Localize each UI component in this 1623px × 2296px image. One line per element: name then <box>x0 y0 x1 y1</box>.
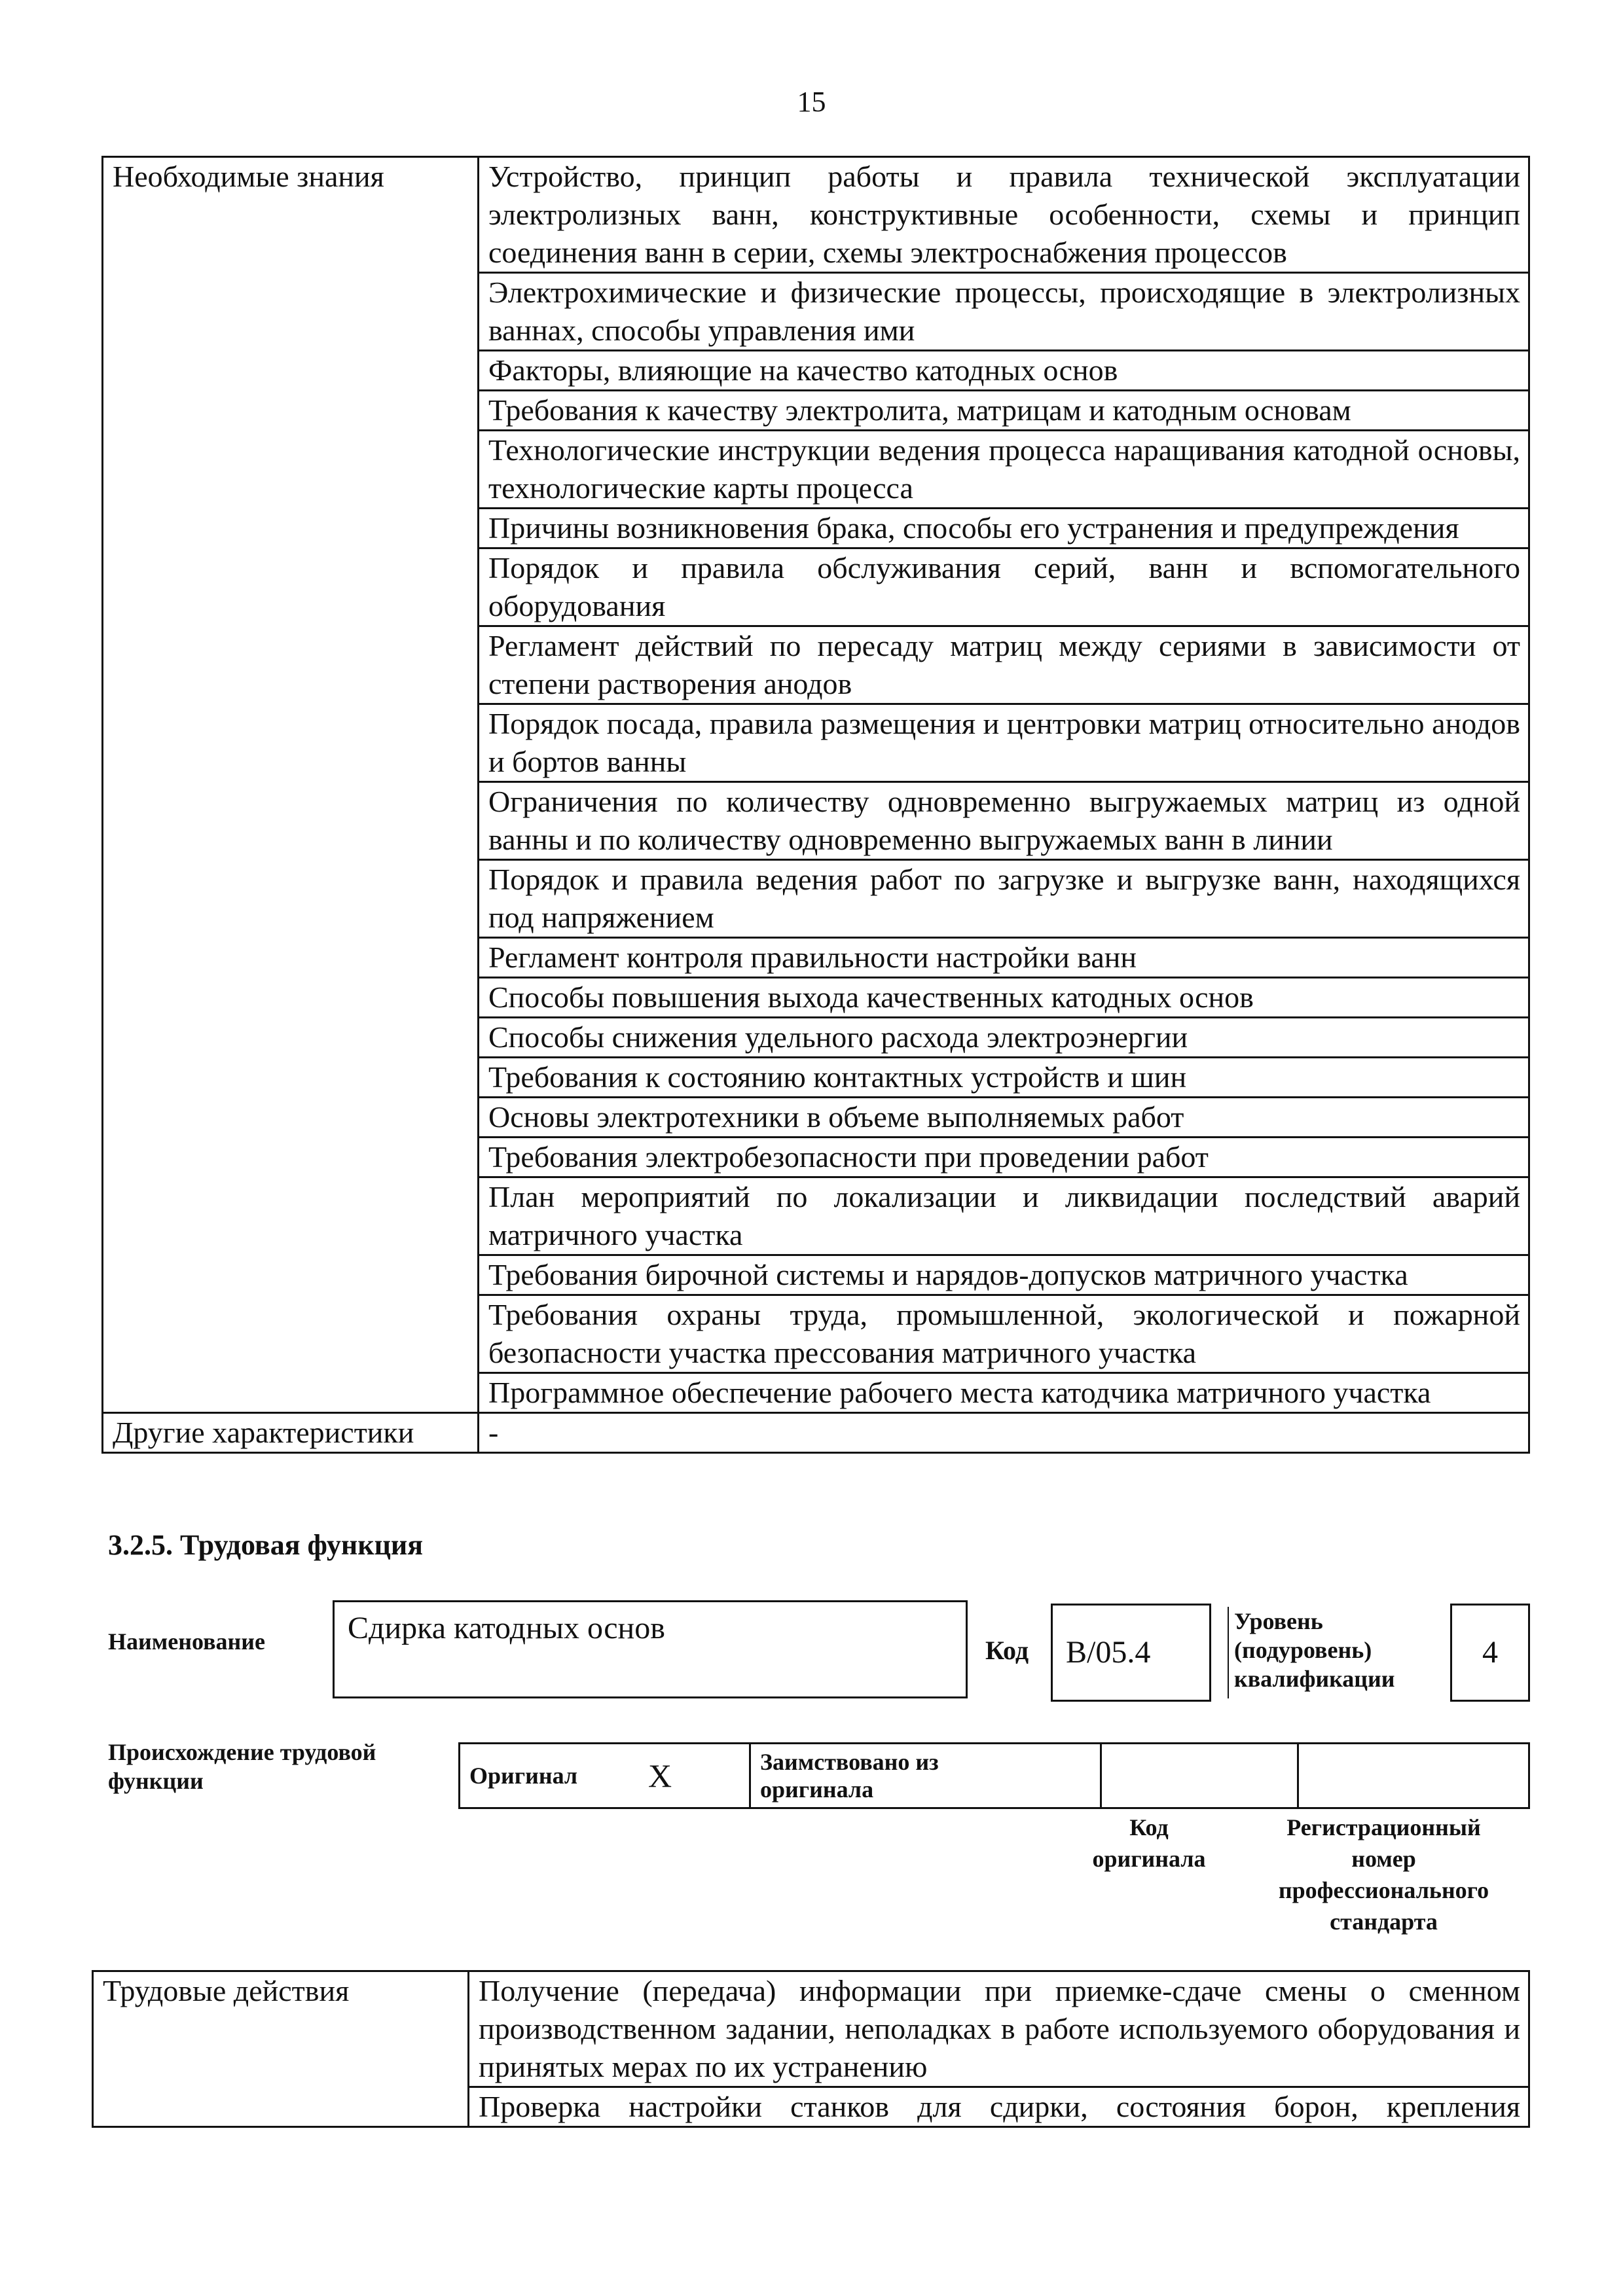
code-box <box>1051 1604 1211 1702</box>
knowledge-item: План мероприятий по локализации и ликвидации последствий аварий матричного участка <box>479 1177 1529 1255</box>
knowledge-item: Ограничения по количеству одновременно выгружаемых матриц из одной ванны и по количеству одновременно выгружаемых ванн в линии <box>479 782 1529 860</box>
knowledge-table <box>101 156 1530 1454</box>
reg-number-caption <box>1237 1812 1530 1937</box>
knowledge-item: Способы снижения удельного расхода электроэнергии <box>479 1018 1529 1058</box>
caption-line: номер <box>1351 1846 1416 1872</box>
table-row <box>103 1413 1529 1453</box>
required-knowledge-label: Необходимые знания <box>103 157 479 1413</box>
original-mark: X <box>639 1744 750 1808</box>
name-box <box>333 1600 968 1698</box>
knowledge-item: Программное обеспечение рабочего места катодчика матричного участка <box>479 1373 1529 1413</box>
actions-label: Трудовые действия <box>93 1971 469 2127</box>
caption-line: Регистрационный <box>1286 1814 1481 1840</box>
origin-label <box>108 1738 376 1795</box>
knowledge-item: Порядок и правила обслуживания серий, ванн и вспомогательного оборудования <box>479 548 1529 626</box>
knowledge-item: Требования к состоянию контактных устройств и шин <box>479 1058 1529 1098</box>
knowledge-item: Требования охраны труда, промышленной, экологической и пожарной безопасности участка прессования матричного участка <box>479 1295 1529 1373</box>
caption-line: стандарта <box>1330 1909 1438 1935</box>
knowledge-item: Регламент контроля правильности настройки ванн <box>479 938 1529 978</box>
code-original-cell <box>1101 1744 1298 1808</box>
origin-table <box>458 1742 1530 1809</box>
page-number: 15 <box>797 86 826 118</box>
code-value: B/05.4 <box>1066 1635 1151 1670</box>
knowledge-item: Порядок и правила ведения работ по загрузке и выгрузке ванн, находящихся под напряжением <box>479 860 1529 938</box>
knowledge-item: Причины возникновения брака, способы его устранения и предупреждения <box>479 509 1529 548</box>
knowledge-item: Требования электробезопасности при проведении работ <box>479 1138 1529 1177</box>
actions-table <box>92 1970 1530 2128</box>
borrowed-label-line: оригинала <box>760 1776 874 1803</box>
level-label-line: квалификации <box>1234 1666 1395 1692</box>
table-row <box>93 1971 1529 2087</box>
action-item: Получение (передача) информации при приемке-сдаче смены о сменном производственном задании, неполадках в работе используемого оборудования и принятых мерах по их устранению <box>469 1971 1529 2087</box>
other-characteristics-label: Другие характеристики <box>103 1413 479 1453</box>
origin-label-line: Происхождение трудовой <box>108 1739 376 1765</box>
knowledge-item: Технологические инструкции ведения процесса наращивания катодной основы, технологические карты процесса <box>479 431 1529 509</box>
knowledge-item: Требования бирочной системы и нарядов-допусков матричного участка <box>479 1255 1529 1295</box>
knowledge-item: Основы электротехники в объеме выполняемых работ <box>479 1098 1529 1138</box>
action-item: Проверка настройки станков для сдирки, состояния борон, крепления <box>469 2087 1529 2127</box>
level-value: 4 <box>1482 1635 1498 1670</box>
knowledge-item: Электрохимические и физические процессы, происходящие в электролизных ваннах, способы управления ими <box>479 273 1529 351</box>
reg-number-cell <box>1298 1744 1529 1808</box>
table-row <box>460 1744 1529 1808</box>
knowledge-item: Способы повышения выхода качественных катодных основ <box>479 978 1529 1018</box>
other-characteristics-value: - <box>479 1413 1529 1453</box>
level-box <box>1450 1604 1530 1702</box>
borrowed-label-line: Заимствовано из <box>760 1749 939 1775</box>
caption-line: оригинала <box>1092 1846 1206 1872</box>
level-label-line: (подуровень) <box>1234 1637 1372 1663</box>
knowledge-item: Регламент действий по пересаду матриц между сериями в зависимости от степени растворения анодов <box>479 626 1529 704</box>
code-original-caption <box>1061 1812 1237 1874</box>
code-label: Код <box>985 1636 1029 1665</box>
original-label: Оригинал <box>460 1744 640 1808</box>
origin-label-line: функции <box>108 1768 204 1794</box>
name-label: Наименование <box>108 1628 265 1655</box>
level-label <box>1228 1607 1404 1698</box>
knowledge-item: Требования к качеству электролита, матрицам и катодным основам <box>479 391 1529 431</box>
borrowed-label <box>750 1744 1101 1808</box>
name-value: Сдирка катодных основ <box>348 1611 665 1645</box>
table-row <box>103 157 1529 273</box>
section-title: 3.2.5. Трудовая функция <box>108 1529 424 1561</box>
level-label-line: Уровень <box>1234 1608 1323 1634</box>
knowledge-item: Устройство, принцип работы и правила технической эксплуатации электролизных ванн, конструктивные особенности, схемы и принцип соединения ванн в серии, схемы электроснабжения процессов <box>479 157 1529 273</box>
caption-line: профессионального <box>1278 1877 1489 1903</box>
knowledge-item: Порядок посада, правила размещения и центровки матриц относительно анодов и бортов ванны <box>479 704 1529 782</box>
knowledge-item: Факторы, влияющие на качество катодных основ <box>479 351 1529 391</box>
caption-line: Код <box>1129 1814 1169 1840</box>
